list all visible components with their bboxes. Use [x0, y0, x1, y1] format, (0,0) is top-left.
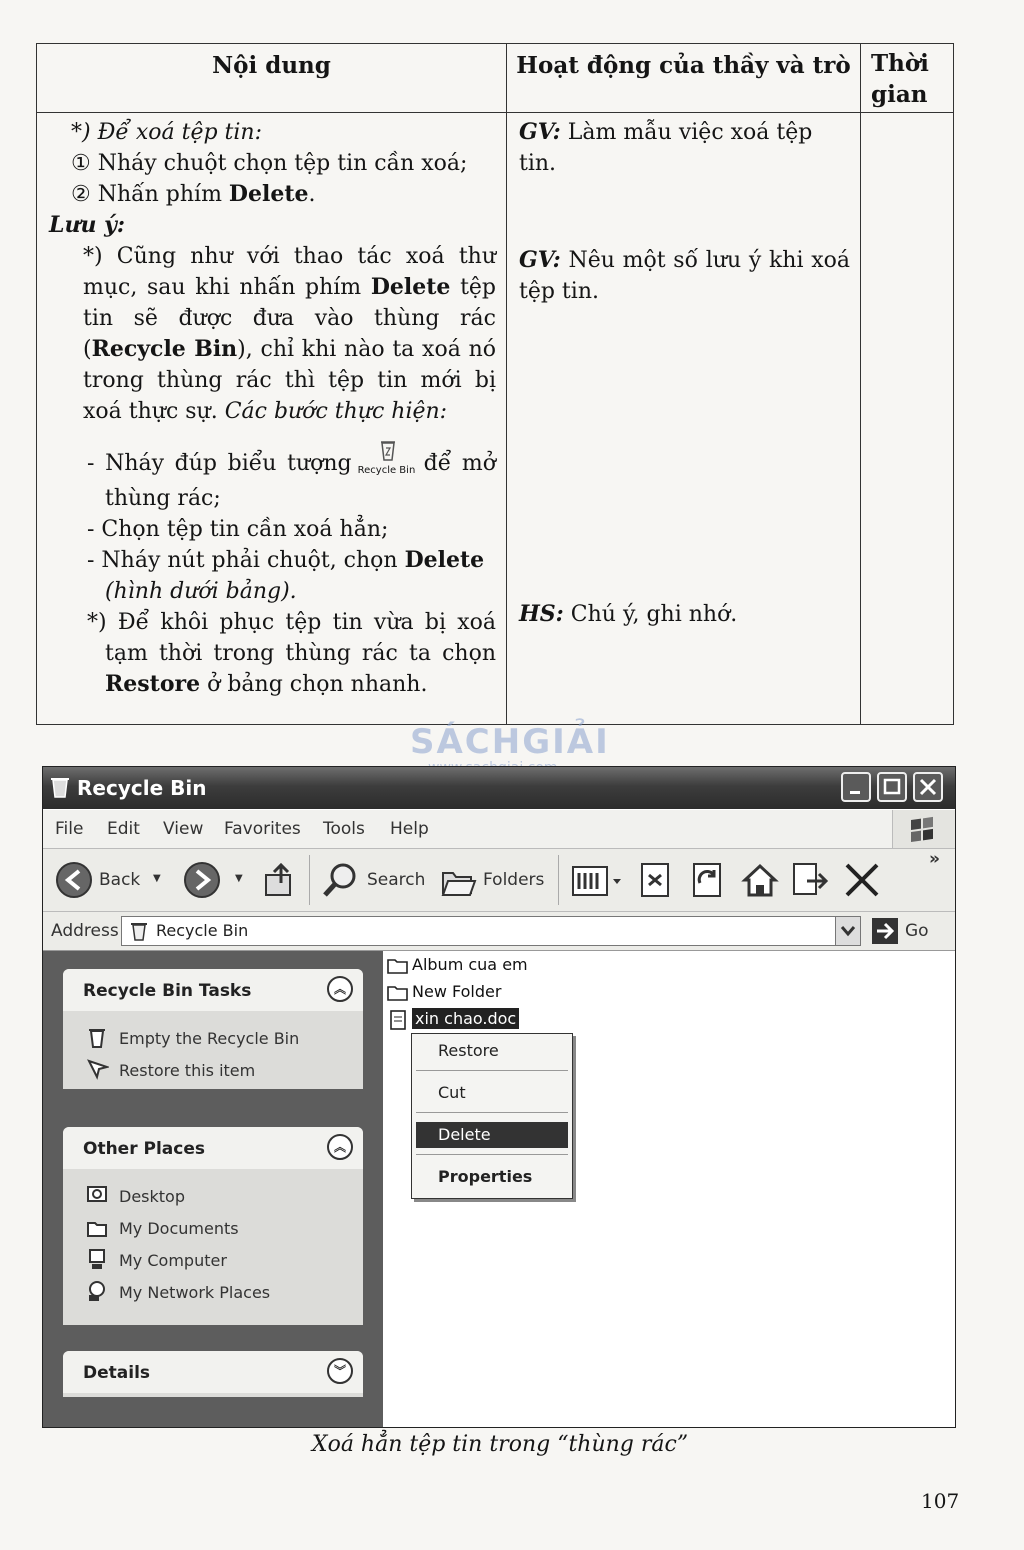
- activity-gv-1: GV: Làm mẫu việc xoá tệp tin.: [519, 119, 813, 176]
- my-computer-icon: [85, 1247, 109, 1271]
- step-1: ① Nháy chuột chọn tệp tin cần xoá;: [71, 151, 468, 176]
- address-dropdown-button[interactable]: [835, 917, 860, 945]
- my-network-places-icon: [85, 1279, 109, 1303]
- recycle-bin-icon: Recycle Bin: [358, 439, 418, 477]
- context-menu: [411, 1033, 573, 1199]
- menu-separator: [416, 1112, 568, 1113]
- desktop-icon: [85, 1183, 109, 1207]
- restore-this-item-link[interactable]: Restore this item: [119, 1061, 256, 1080]
- forward-dropdown-icon[interactable]: ▼: [235, 873, 243, 884]
- folder-icon: [387, 984, 409, 1002]
- window-title: Recycle Bin: [77, 776, 207, 800]
- folder-icon: [387, 957, 409, 975]
- header-activity: Hoạt động của thầy và trò: [507, 44, 861, 113]
- context-restore[interactable]: Restore: [438, 1041, 499, 1060]
- task-pane: [43, 951, 383, 1427]
- menu-bar: [43, 810, 955, 849]
- recycle-bin-tasks-panel: [63, 969, 363, 1089]
- document-icon: [387, 1010, 409, 1030]
- my-computer-link[interactable]: My Computer: [119, 1251, 227, 1270]
- lesson-table: [36, 43, 954, 725]
- list-item[interactable]: Album cua em: [387, 955, 528, 975]
- up-folder-icon[interactable]: [263, 861, 297, 899]
- folders-button[interactable]: Folders: [483, 870, 545, 890]
- menu-file[interactable]: File: [55, 819, 84, 839]
- restore-paragraph: *) Để khôi phục tệp tin vừa bị xoá tạm thời trong thùng rác ta chọn Restore ở bảng chọn nhanh.: [87, 610, 496, 697]
- move-to-icon[interactable]: [639, 861, 673, 899]
- activity-hs: HS: Chú ý, ghi nhớ.: [519, 601, 738, 627]
- my-documents-icon: [85, 1215, 109, 1239]
- properties-icon[interactable]: [791, 861, 829, 899]
- menu-separator: [416, 1070, 568, 1071]
- minimize-button[interactable]: [841, 772, 871, 802]
- bullet-open-bin: - Nháy đúp biểu tượng Recycle Bin để mở thùng rác;: [49, 445, 496, 514]
- address-label: Address: [51, 921, 119, 941]
- menu-separator: [416, 1154, 568, 1155]
- table-header-row: [37, 44, 954, 113]
- context-properties[interactable]: Properties: [438, 1167, 533, 1186]
- other-places-panel: [63, 1127, 363, 1325]
- forward-arrow-icon[interactable]: [183, 861, 221, 899]
- context-cut[interactable]: Cut: [438, 1083, 466, 1102]
- desktop-link[interactable]: Desktop: [119, 1187, 185, 1206]
- collapse-icon[interactable]: ︽: [327, 1134, 353, 1160]
- panel-title: Other Places: [83, 1139, 205, 1159]
- delete-heading: *) Để xoá tệp tin:: [71, 120, 263, 145]
- panel-header[interactable]: [63, 1351, 363, 1393]
- expand-icon[interactable]: ︾: [327, 1358, 353, 1384]
- page-number: 107: [921, 1489, 960, 1513]
- back-dropdown-icon[interactable]: ▼: [153, 873, 161, 884]
- details-panel: [63, 1351, 363, 1397]
- collapse-icon[interactable]: ︽: [327, 976, 353, 1002]
- step-2: ② Nhấn phím Delete.: [71, 181, 316, 207]
- figure-caption: Xoá hẳn tệp tin trong “thùng rác”: [311, 1432, 689, 1457]
- toolbar: [43, 849, 955, 912]
- content-cell: [37, 113, 507, 725]
- bullet-select-file: - Chọn tệp tin cần xoá hẳn;: [87, 517, 389, 542]
- panel-title: Recycle Bin Tasks: [83, 981, 252, 1001]
- panel-header[interactable]: [63, 1127, 363, 1169]
- home-icon[interactable]: [741, 861, 779, 899]
- go-arrow-icon[interactable]: [871, 917, 899, 945]
- go-button[interactable]: Go: [905, 921, 929, 941]
- folders-icon[interactable]: [439, 861, 477, 899]
- windows-logo-icon: [892, 810, 955, 848]
- activity-gv-2: GV: Nêu một số lưu ý khi xoá tệp tin.: [519, 247, 850, 304]
- empty-recycle-bin-link[interactable]: Empty the Recycle Bin: [119, 1029, 300, 1048]
- copy-to-icon[interactable]: [691, 861, 725, 899]
- my-network-places-link[interactable]: My Network Places: [119, 1283, 271, 1302]
- title-bar[interactable]: [43, 767, 955, 809]
- search-button[interactable]: Search: [367, 870, 426, 890]
- recycle-bin-window: [42, 766, 956, 1428]
- maximize-button[interactable]: [877, 772, 907, 802]
- header-content: Nội dung: [37, 44, 507, 113]
- empty-bin-icon: [85, 1025, 109, 1049]
- chevron-down-icon: [836, 917, 860, 945]
- header-time: Thời gian: [861, 44, 954, 113]
- time-cell: [861, 113, 954, 725]
- menu-view[interactable]: View: [163, 819, 204, 839]
- recycle-bin-icon: [128, 920, 150, 942]
- menu-favorites[interactable]: Favorites: [224, 819, 301, 839]
- restore-icon: [85, 1057, 109, 1081]
- close-button[interactable]: [913, 772, 943, 802]
- note-heading: Lưu ý:: [49, 212, 126, 238]
- views-icon[interactable]: [571, 861, 627, 899]
- back-button[interactable]: Back: [99, 870, 141, 890]
- menu-tools[interactable]: Tools: [323, 819, 365, 839]
- menu-edit[interactable]: Edit: [107, 819, 140, 839]
- context-delete[interactable]: Delete: [416, 1122, 568, 1148]
- table-body-row: [37, 113, 954, 725]
- panel-header[interactable]: [63, 969, 363, 1011]
- list-item[interactable]: New Folder: [387, 982, 501, 1002]
- bullet-right-click: - Nháy nút phải chuột, chọn Delete (hình dưới bảng).: [87, 547, 485, 604]
- address-input[interactable]: [121, 916, 861, 946]
- recycle-bin-icon: [49, 775, 71, 799]
- note-paragraph: *) Cũng như với thao tác xoá thư mục, sau khi nhấn phím Delete tệp tin sẽ được đưa vào thùng rác (Recycle Bin), chỉ khi nào ta xoá nó trong thùng rác thì tệp tin mới bị xoá thực sự. Các bước thực hiện:: [83, 244, 497, 424]
- address-bar: [43, 912, 955, 951]
- activity-cell: [507, 113, 861, 725]
- delete-x-icon[interactable]: [843, 861, 883, 899]
- address-value: Recycle Bin: [156, 921, 249, 940]
- panel-title: Details: [83, 1363, 151, 1383]
- back-arrow-icon[interactable]: [55, 861, 93, 899]
- my-documents-link[interactable]: My Documents: [119, 1219, 239, 1238]
- menu-help[interactable]: Help: [390, 819, 429, 839]
- watermark: SÁCHGIẢI: [410, 722, 610, 762]
- list-item-selected[interactable]: xin chao.doc: [387, 1009, 519, 1030]
- toolbar-separator: [558, 855, 559, 905]
- toolbar-more-icon[interactable]: »: [929, 849, 940, 869]
- close-icon: [915, 774, 941, 800]
- search-icon[interactable]: [321, 861, 361, 899]
- toolbar-separator: [309, 855, 310, 905]
